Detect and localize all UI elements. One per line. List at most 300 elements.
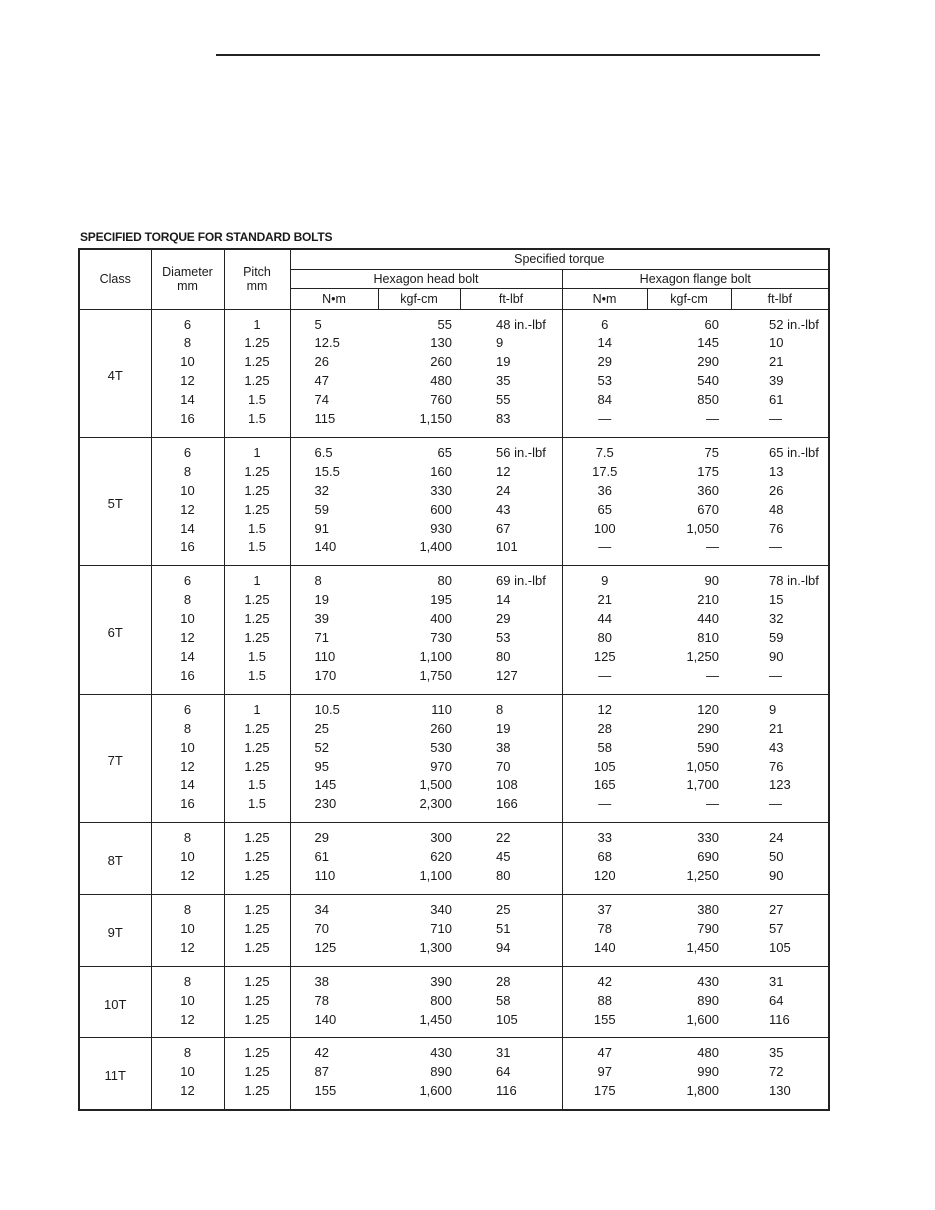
flange-nm-cell: 47: [562, 1038, 647, 1063]
pitch-cell: 1.5: [224, 776, 290, 795]
diameter-cell: 8: [183, 720, 192, 736]
flange-nm-cell: 12: [562, 694, 647, 719]
head-ftlbf-cell: 55: [496, 392, 511, 408]
flange-nm-cell: 6: [562, 309, 647, 334]
pitch-cell: 1.25: [224, 848, 290, 867]
flange-kgfcm-cell: 290: [697, 354, 719, 370]
flange-nm-cell: 105: [562, 758, 647, 777]
table-row: [79, 501, 829, 520]
table-row: [79, 992, 829, 1011]
flange-kgfcm-cell: 75: [647, 437, 731, 462]
head-ftlbf-cell: 94: [496, 939, 511, 955]
head-kgfcm-cell: 1,100: [419, 868, 452, 884]
head-nm-cell: 78: [290, 992, 378, 1011]
diameter-cell: 10: [180, 354, 195, 370]
head-ftlbf-cell: 29: [496, 611, 511, 627]
head-nm-cell: 47: [290, 372, 378, 391]
head-nm-cell: 42: [290, 1038, 378, 1063]
table-row: [79, 334, 829, 353]
flange-ftlbf-cell: 27: [731, 894, 829, 919]
diameter-cell: 10: [180, 482, 195, 498]
nm-header-flange: N•m: [562, 288, 647, 309]
head-ftlbf-cell: 9: [496, 335, 504, 351]
table-row: [79, 939, 829, 966]
pitch-cell: 1.5: [224, 795, 290, 822]
flange-nm-cell: —: [562, 538, 647, 565]
head-kgfcm-cell: 330: [430, 482, 452, 498]
head-kgfcm-cell: 760: [430, 392, 452, 408]
flange-nm-cell: 29: [562, 353, 647, 372]
class-cell: 10T: [79, 966, 151, 1038]
flange-kgfcm-cell: 890: [697, 992, 719, 1008]
flange-kgfcm-cell: 1,250: [686, 649, 719, 664]
table-title: SPECIFIED TORQUE FOR STANDARD BOLTS: [80, 230, 333, 244]
flange-nm-cell: 88: [562, 992, 647, 1011]
pitch-cell: 1.25: [224, 610, 290, 629]
flange-ftlbf-cell: 76: [769, 520, 784, 536]
diameter-cell: 12: [180, 758, 195, 774]
table-header: [79, 249, 829, 309]
table-row: [79, 610, 829, 629]
diameter-cell: 14: [180, 649, 195, 664]
head-nm-cell: 25: [290, 720, 378, 739]
flange-ftlbf-cell: 24: [731, 823, 829, 848]
flange-kgfcm-cell: 440: [697, 611, 719, 627]
head-nm-cell: 110: [290, 648, 378, 667]
head-kgfcm-cell: 160: [430, 463, 452, 479]
table-row: [79, 894, 829, 919]
flange-ftlbf-cell: 72: [769, 1064, 784, 1080]
flange-nm-cell: 42: [562, 966, 647, 991]
flange-kgfcm-cell: —: [706, 539, 719, 555]
table-row: [79, 739, 829, 758]
kgfcm-header-flange: kgf-cm: [647, 288, 731, 309]
diameter-cell: 8: [151, 966, 224, 991]
flange-kgfcm-cell: 430: [647, 966, 731, 991]
head-kgfcm-cell: 1,450: [419, 1011, 452, 1027]
pitch-cell: 1.5: [224, 410, 290, 437]
pitch-header: Pitch mm: [224, 249, 290, 309]
flange-kgfcm-cell: 1,800: [686, 1083, 719, 1099]
head-ftlbf-cell: 53: [496, 630, 511, 646]
diameter-cell: 6: [151, 694, 224, 719]
table-row: [79, 867, 829, 894]
pitch-cell: 1.25: [224, 1011, 290, 1038]
flange-kgfcm-cell: 1,600: [686, 1011, 719, 1027]
head-kgfcm-cell: 55: [378, 309, 460, 334]
head-ftlbf-cell: 83: [496, 411, 511, 427]
pitch-cell: 1: [224, 566, 290, 591]
flange-kgfcm-cell: 1,250: [686, 868, 719, 884]
table-body: [79, 309, 829, 1110]
class-cell: 8T: [79, 823, 151, 895]
head-kgfcm-cell: 110: [378, 694, 460, 719]
flange-kgfcm-cell: 290: [697, 720, 719, 736]
flange-kgfcm-cell: 690: [697, 849, 719, 865]
table-row: [79, 795, 829, 822]
flange-nm-cell: 14: [562, 334, 647, 353]
table-row: [79, 391, 829, 410]
head-nm-cell: 110: [290, 867, 378, 894]
head-ftlbf-cell: 35: [496, 373, 511, 389]
flange-ftlbf-cell: 13: [769, 463, 784, 479]
flange-kgfcm-cell: —: [706, 796, 719, 812]
flange-nm-cell: 65: [562, 501, 647, 520]
diameter-cell: 8: [151, 823, 224, 848]
flange-kgfcm-cell: 1,700: [686, 777, 719, 793]
head-kgfcm-cell: 390: [378, 966, 460, 991]
diameter-cell: 14: [180, 392, 195, 408]
flange-nm-cell: 21: [562, 591, 647, 610]
class-header: Class: [79, 249, 151, 309]
pitch-cell: 1.25: [224, 353, 290, 372]
flange-ftlbf-cell: 32: [769, 611, 784, 627]
flange-nm-cell: 9: [562, 566, 647, 591]
head-nm-cell: 230: [290, 795, 378, 822]
flange-nm-cell: 36: [562, 482, 647, 501]
diameter-cell: 8: [151, 894, 224, 919]
head-nm-cell: 125: [290, 939, 378, 966]
head-nm-cell: 8: [290, 566, 378, 591]
diameter-cell: 10: [180, 992, 195, 1008]
pitch-cell: 1.25: [224, 334, 290, 353]
head-nm-cell: 71: [290, 629, 378, 648]
head-ftlbf-cell: 24: [496, 482, 511, 498]
specified-torque-header: Specified torque: [290, 249, 829, 269]
table-row: [79, 353, 829, 372]
head-kgfcm-cell: 1,300: [419, 939, 452, 955]
head-nm-cell: 170: [290, 667, 378, 694]
diameter-cell: 14: [180, 777, 195, 793]
class-cell: 5T: [79, 437, 151, 565]
head-kgfcm-cell: 800: [430, 992, 452, 1008]
flange-ftlbf-cell: 123: [769, 777, 791, 793]
flange-ftlbf-cell: —: [769, 411, 782, 427]
diameter-cell: 6: [151, 566, 224, 591]
head-nm-cell: 32: [290, 482, 378, 501]
flange-nm-cell: 84: [562, 391, 647, 410]
head-kgfcm-cell: 890: [430, 1064, 452, 1080]
table-row: [79, 648, 829, 667]
head-nm-cell: 29: [290, 823, 378, 848]
flange-nm-cell: 78: [562, 920, 647, 939]
pitch-cell: 1.25: [224, 591, 290, 610]
pitch-cell: 1.5: [224, 667, 290, 694]
head-ftlbf-cell: 51: [496, 920, 511, 936]
flange-nm-cell: 155: [562, 1011, 647, 1038]
head-ftlbf-cell: 19: [496, 720, 511, 736]
flange-ftlbf-cell: 76: [769, 758, 784, 774]
table-row: [79, 309, 829, 334]
flange-nm-cell: —: [562, 410, 647, 437]
flange-nm-cell: 97: [562, 1063, 647, 1082]
pitch-cell: 1: [224, 437, 290, 462]
flange-kgfcm-cell: 1,450: [686, 939, 719, 955]
flange-nm-cell: 140: [562, 939, 647, 966]
head-kgfcm-cell: 65: [378, 437, 460, 462]
table-row: [79, 823, 829, 848]
head-nm-cell: 6.5: [290, 437, 378, 462]
class-cell: 11T: [79, 1038, 151, 1110]
table-row: [79, 720, 829, 739]
table-row: [79, 591, 829, 610]
diameter-cell: 16: [180, 411, 195, 427]
head-nm-cell: 15.5: [290, 463, 378, 482]
head-ftlbf-cell: 69 in.-lbf: [460, 566, 562, 591]
head-nm-cell: 19: [290, 591, 378, 610]
head-kgfcm-cell: 1,100: [419, 649, 452, 664]
head-ftlbf-cell: 67: [496, 520, 511, 536]
flange-nm-cell: 53: [562, 372, 647, 391]
table-row: [79, 1011, 829, 1038]
head-kgfcm-cell: 970: [430, 758, 452, 774]
pitch-cell: 1.25: [224, 629, 290, 648]
head-ftlbf-cell: 105: [496, 1011, 518, 1027]
pitch-cell: 1.25: [224, 1082, 290, 1110]
table-row: [79, 1082, 829, 1110]
head-kgfcm-cell: 2,300: [419, 796, 452, 812]
head-ftlbf-cell: 70: [496, 758, 511, 774]
flange-nm-cell: 125: [562, 648, 647, 667]
flange-kgfcm-cell: 540: [697, 373, 719, 389]
head-nm-cell: 39: [290, 610, 378, 629]
flange-ftlbf-cell: 78 in.-lbf: [731, 566, 829, 591]
head-kgfcm-cell: 130: [430, 335, 452, 351]
table-row: [79, 538, 829, 565]
flange-kgfcm-cell: 990: [697, 1064, 719, 1080]
head-ftlbf-cell: 19: [496, 354, 511, 370]
diameter-cell: 10: [180, 611, 195, 627]
head-ftlbf-cell: 108: [496, 777, 518, 793]
torque-table: [78, 248, 830, 1111]
table-row: [79, 1038, 829, 1063]
diameter-cell: 10: [180, 739, 195, 755]
class-cell: 9T: [79, 894, 151, 966]
head-nm-cell: 12.5: [290, 334, 378, 353]
head-ftlbf-cell: 80: [496, 868, 511, 884]
flange-kgfcm-cell: 145: [697, 335, 719, 351]
head-ftlbf-cell: 43: [496, 501, 511, 517]
flange-ftlbf-cell: 9: [731, 694, 829, 719]
flange-kgfcm-cell: 480: [647, 1038, 731, 1063]
head-kgfcm-cell: 620: [430, 849, 452, 865]
pitch-cell: 1.25: [224, 482, 290, 501]
flange-ftlbf-cell: 64: [769, 992, 784, 1008]
head-ftlbf-cell: 28: [460, 966, 562, 991]
pitch-cell: 1.25: [224, 992, 290, 1011]
head-nm-cell: 52: [290, 739, 378, 758]
head-ftlbf-cell: 31: [460, 1038, 562, 1063]
flange-ftlbf-cell: 61: [769, 392, 784, 408]
head-kgfcm-cell: 1,500: [419, 777, 452, 793]
head-kgfcm-cell: 730: [430, 630, 452, 646]
table-row: [79, 758, 829, 777]
table-row: [79, 372, 829, 391]
pitch-cell: 1: [224, 309, 290, 334]
diameter-cell: 12: [180, 1083, 195, 1099]
flange-nm-cell: 33: [562, 823, 647, 848]
pitch-cell: 1.25: [224, 867, 290, 894]
head-nm-cell: 145: [290, 776, 378, 795]
hex-flange-header: Hexagon flange bolt: [562, 269, 829, 288]
pitch-cell: 1.25: [224, 823, 290, 848]
head-nm-cell: 140: [290, 1011, 378, 1038]
flange-kgfcm-cell: 210: [697, 592, 719, 608]
diameter-cell: 12: [180, 939, 195, 955]
diameter-cell: 8: [183, 335, 192, 351]
pitch-cell: 1: [224, 694, 290, 719]
flange-nm-cell: 44: [562, 610, 647, 629]
diameter-cell: 10: [180, 920, 195, 936]
table-row: [79, 437, 829, 462]
top-rule: [216, 54, 820, 56]
class-cell: 4T: [79, 309, 151, 437]
flange-ftlbf-cell: 21: [769, 354, 784, 370]
pitch-cell: 1.25: [224, 966, 290, 991]
class-cell: 6T: [79, 566, 151, 694]
diameter-header: Diameter mm: [151, 249, 224, 309]
diameter-cell: 16: [180, 667, 195, 683]
flange-ftlbf-cell: 130: [769, 1083, 791, 1099]
flange-ftlbf-cell: 10: [769, 335, 784, 351]
nm-header: N•m: [290, 288, 378, 309]
head-kgfcm-cell: 710: [430, 920, 452, 936]
flange-nm-cell: 37: [562, 894, 647, 919]
head-kgfcm-cell: 300: [378, 823, 460, 848]
flange-kgfcm-cell: 790: [697, 920, 719, 936]
diameter-cell: 12: [180, 868, 195, 884]
head-ftlbf-cell: 166: [496, 796, 518, 812]
flange-ftlbf-cell: 48: [769, 501, 784, 517]
diameter-cell: 12: [180, 1011, 195, 1027]
flange-kgfcm-cell: 380: [647, 894, 731, 919]
diameter-cell: 6: [151, 437, 224, 462]
pitch-cell: 1.5: [224, 648, 290, 667]
head-ftlbf-cell: 64: [496, 1064, 511, 1080]
head-nm-cell: 26: [290, 353, 378, 372]
pitch-cell: 1.25: [224, 1063, 290, 1082]
flange-kgfcm-cell: 60: [647, 309, 731, 334]
head-kgfcm-cell: 1,750: [419, 667, 452, 683]
flange-ftlbf-cell: —: [769, 539, 782, 555]
head-ftlbf-cell: 25: [460, 894, 562, 919]
flange-ftlbf-cell: —: [769, 796, 782, 812]
flange-ftlbf-cell: 90: [769, 868, 784, 884]
table-row: [79, 410, 829, 437]
head-nm-cell: 34: [290, 894, 378, 919]
table-row: [79, 520, 829, 539]
head-kgfcm-cell: 1,150: [419, 411, 452, 427]
flange-kgfcm-cell: 850: [697, 392, 719, 408]
head-kgfcm-cell: 1,400: [419, 539, 452, 555]
head-kgfcm-cell: 340: [378, 894, 460, 919]
diameter-cell: 10: [180, 849, 195, 865]
ftlbf-header-flange: ft-lbf: [731, 288, 829, 309]
flange-nm-cell: 100: [562, 520, 647, 539]
head-nm-cell: 115: [290, 410, 378, 437]
flange-ftlbf-cell: 31: [731, 966, 829, 991]
kgfcm-header: kgf-cm: [378, 288, 460, 309]
head-ftlbf-cell: 56 in.-lbf: [460, 437, 562, 462]
head-kgfcm-cell: 260: [430, 354, 452, 370]
head-ftlbf-cell: 116: [496, 1083, 517, 1099]
diameter-cell: 6: [151, 309, 224, 334]
head-nm-cell: 38: [290, 966, 378, 991]
flange-nm-cell: —: [562, 667, 647, 694]
diameter-cell: 12: [180, 501, 195, 517]
pitch-cell: 1.25: [224, 463, 290, 482]
table-row: [79, 848, 829, 867]
pitch-cell: 1.25: [224, 894, 290, 919]
flange-ftlbf-cell: 21: [769, 720, 784, 736]
head-ftlbf-cell: 8: [460, 694, 562, 719]
table-row: [79, 776, 829, 795]
head-ftlbf-cell: 127: [496, 667, 518, 683]
flange-ftlbf-cell: 35: [731, 1038, 829, 1063]
diameter-cell: 8: [183, 463, 192, 479]
head-kgfcm-cell: 530: [430, 739, 452, 755]
flange-nm-cell: 68: [562, 848, 647, 867]
flange-ftlbf-cell: 50: [769, 849, 784, 865]
head-nm-cell: 87: [290, 1063, 378, 1082]
head-nm-cell: 74: [290, 391, 378, 410]
head-kgfcm-cell: 930: [430, 520, 452, 536]
ftlbf-header: ft-lbf: [460, 288, 562, 309]
pitch-cell: 1.25: [224, 372, 290, 391]
diameter-cell: 8: [183, 592, 192, 608]
table-row: [79, 694, 829, 719]
flange-kgfcm-cell: 360: [697, 482, 719, 498]
pitch-cell: 1.25: [224, 501, 290, 520]
pitch-cell: 1.25: [224, 739, 290, 758]
flange-kgfcm-cell: 1,050: [686, 758, 719, 774]
table-row: [79, 920, 829, 939]
flange-nm-cell: 58: [562, 739, 647, 758]
head-kgfcm-cell: 260: [430, 720, 452, 736]
flange-ftlbf-cell: 43: [769, 739, 784, 755]
flange-ftlbf-cell: 15: [769, 592, 784, 608]
flange-kgfcm-cell: 90: [647, 566, 731, 591]
flange-nm-cell: 17.5: [562, 463, 647, 482]
flange-nm-cell: 175: [562, 1082, 647, 1110]
head-ftlbf-cell: 45: [496, 849, 511, 865]
pitch-cell: 1.5: [224, 520, 290, 539]
head-kgfcm-cell: 1,600: [419, 1083, 452, 1099]
head-nm-cell: 91: [290, 520, 378, 539]
head-ftlbf-cell: 12: [496, 463, 511, 479]
pitch-cell: 1.5: [224, 391, 290, 410]
table-row: [79, 629, 829, 648]
head-nm-cell: 95: [290, 758, 378, 777]
flange-nm-cell: 7.5: [562, 437, 647, 462]
flange-kgfcm-cell: 330: [647, 823, 731, 848]
head-nm-cell: 140: [290, 538, 378, 565]
table-row: [79, 966, 829, 991]
head-nm-cell: 61: [290, 848, 378, 867]
diameter-cell: 16: [180, 796, 195, 812]
flange-kgfcm-cell: 810: [697, 630, 719, 646]
flange-ftlbf-cell: 90: [769, 649, 784, 664]
table-row: [79, 667, 829, 694]
class-cell: 7T: [79, 694, 151, 822]
table-row: [79, 463, 829, 482]
head-ftlbf-cell: 38: [496, 739, 511, 755]
head-nm-cell: 70: [290, 920, 378, 939]
flange-nm-cell: 80: [562, 629, 647, 648]
head-kgfcm-cell: 80: [378, 566, 460, 591]
flange-nm-cell: 165: [562, 776, 647, 795]
pitch-cell: 1.25: [224, 939, 290, 966]
